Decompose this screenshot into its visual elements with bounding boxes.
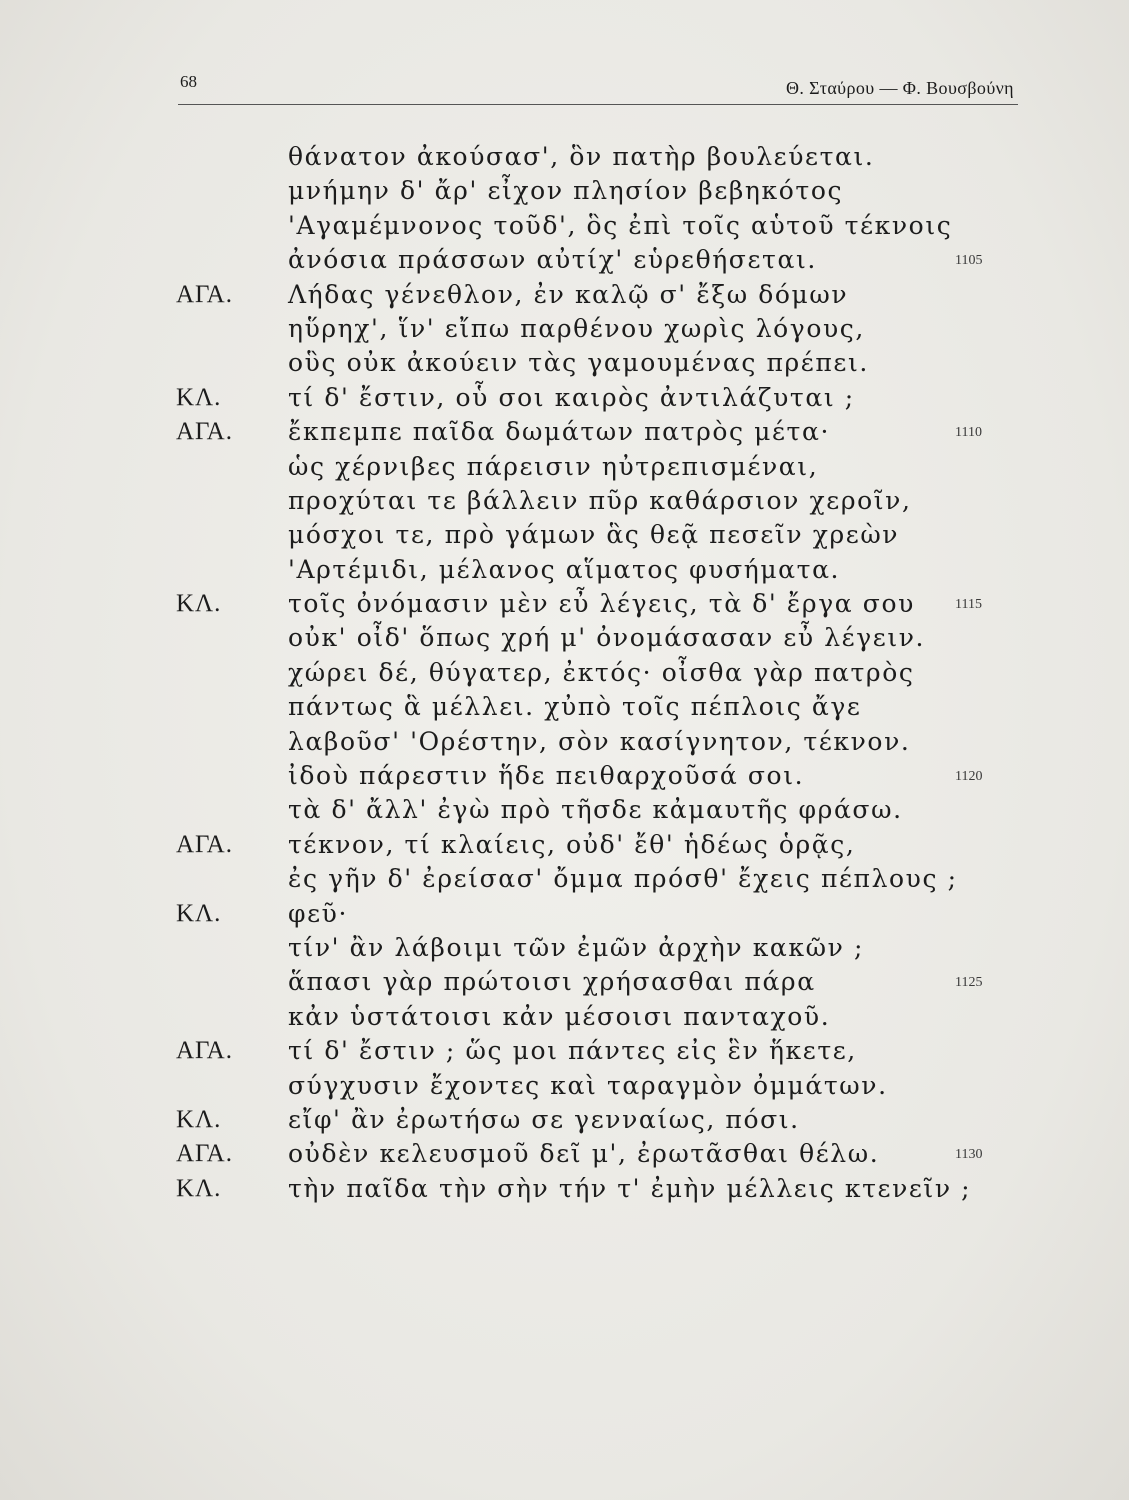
- line-number: 1110: [955, 425, 982, 441]
- verse-line: [0, 1069, 1129, 1103]
- verse-line: [0, 1137, 1129, 1171]
- verse-text: τοῖς ὀνόμασιν μὲν εὖ λέγεις, τὰ δ' ἔργα σου: [288, 589, 915, 619]
- verse-text: οὐκ' οἶδ' ὅπως χρή μ' ὀνομάσασαν εὖ λέγειν.: [288, 623, 926, 653]
- verse-text: τὰ δ' ἄλλ' ἐγὼ πρὸ τῆσδε κἀμαυτῆς φράσω.: [288, 795, 903, 825]
- verse-line: [0, 450, 1129, 484]
- speaker-label: ΑΓΑ.: [176, 280, 233, 308]
- speaker-label: ΑΓΑ.: [176, 418, 233, 446]
- verse-line: [0, 1034, 1129, 1068]
- verse-line: [0, 518, 1129, 552]
- page-header: [178, 70, 1018, 105]
- verse-line: [0, 621, 1129, 655]
- verse-line: [0, 793, 1129, 827]
- verse-line: [0, 140, 1129, 174]
- verse-text: φεῦ·: [288, 898, 349, 928]
- line-number: 1125: [955, 975, 983, 991]
- verse-line: [0, 484, 1129, 518]
- verse-line: [0, 553, 1129, 587]
- speaker-label: ΑΓΑ.: [176, 830, 233, 858]
- verse-line: [0, 415, 1129, 449]
- verse-text: πάντως ἃ μέλλει. χὐπὸ τοῖς πέπλοις ἄγε: [288, 692, 862, 722]
- verse-text: ἐς γῆν δ' ἐρείσασ' ὄμμα πρόσθ' ἔχεις πέπλους ;: [288, 864, 958, 894]
- verse-text: 'Αρτέμιδι, μέλανος αἵματος φυσήματα.: [288, 554, 841, 584]
- verse-text: προχύται τε βάλλειν πῦρ καθάρσιον χεροῖν,: [288, 485, 912, 515]
- verse-text: ἅπασι γὰρ πρώτοισι χρήσασθαι πάρα: [288, 967, 816, 997]
- verse-text: χώρει δέ, θύγατερ, ἐκτός· οἶσθα γὰρ πατρὸς: [288, 657, 915, 687]
- verse-text: τί δ' ἔστιν, οὗ σοι καιρὸς ἀντιλάζυται ;: [288, 382, 855, 412]
- speaker-label: ΚΛ.: [176, 1174, 222, 1202]
- verse-line: [0, 1172, 1129, 1206]
- verse-line: [0, 174, 1129, 208]
- verse-text: οὐδὲν κελευσμοῦ δεῖ μ', ἐρωτᾶσθαι θέλω.: [288, 1139, 880, 1169]
- verse-line: [0, 759, 1129, 793]
- verse-block: [0, 140, 1129, 1206]
- line-number: 1120: [955, 769, 983, 785]
- verse-line: [0, 931, 1129, 965]
- speaker-label: ΚΛ.: [176, 383, 222, 411]
- verse-text: μόσχοι τε, πρὸ γάμων ἃς θεᾷ πεσεῖν χρεὼν: [288, 520, 900, 550]
- running-head: Θ. Σταύρου — Φ. Βουσβούνη: [785, 78, 1014, 98]
- verse-text: τί δ' ἔστιν ; ὥς μοι πάντες εἰς ἓν ἥκετε,: [288, 1036, 857, 1066]
- verse-line: [0, 725, 1129, 759]
- verse-line: [0, 381, 1129, 415]
- line-number: 1115: [955, 597, 982, 613]
- verse-line: [0, 656, 1129, 690]
- verse-text: τίν' ἂν λάβοιμι τῶν ἐμῶν ἀρχὴν κακῶν ;: [288, 932, 864, 962]
- verse-text: λαβοῦσ' 'Ορέστην, σὸν κασίγνητον, τέκνον.: [288, 726, 911, 756]
- speaker-label: ΚΛ.: [176, 590, 222, 618]
- verse-line: [0, 828, 1129, 862]
- verse-text: οὓς οὐκ ἀκούειν τὰς γαμουμένας πρέπει.: [288, 348, 869, 378]
- verse-line: [0, 243, 1129, 277]
- verse-line: [0, 965, 1129, 999]
- speaker-label: ΑΓΑ.: [176, 1037, 233, 1065]
- speaker-label: ΚΛ.: [176, 1105, 222, 1133]
- verse-line: [0, 897, 1129, 931]
- verse-text: ἰδοὺ πάρεστιν ἥδε πειθαρχοῦσά σοι.: [288, 761, 805, 791]
- verse-line: [0, 346, 1129, 380]
- verse-text: ἔκπεμπε παῖδα δωμάτων πατρὸς μέτα·: [288, 417, 831, 447]
- verse-text: σύγχυσιν ἔχοντες καὶ ταραγμὸν ὀμμάτων.: [288, 1070, 888, 1100]
- verse-line: [0, 312, 1129, 346]
- verse-text: θάνατον ἀκούσασ', ὃν πατὴρ βουλεύεται.: [288, 142, 875, 171]
- verse-text: ηὕρηχ', ἵν' εἴπω παρθένου χωρὶς λόγους,: [288, 313, 865, 343]
- page-number: 68: [180, 72, 197, 91]
- verse-text: ὡς χέρνιβες πάρεισιν ηὐτρεπισμέναι,: [288, 451, 819, 481]
- verse-text: εἴφ' ἂν ἐρωτήσω σε γενναίως, πόσι.: [288, 1104, 800, 1134]
- speaker-label: ΚΛ.: [176, 899, 222, 927]
- verse-text: τέκνον, τί κλαίεις, οὐδ' ἔθ' ἡδέως ὁρᾷς,: [288, 829, 856, 859]
- verse-text: 'Αγαμέμνονος τοῦδ', ὃς ἐπὶ τοῖς αὑτοῦ τέκνοις: [288, 210, 953, 240]
- verse-line: [0, 690, 1129, 724]
- speaker-label: ΑΓΑ.: [176, 1140, 233, 1168]
- verse-text: μνήμην δ' ἄρ' εἶχον πλησίον βεβηκότος: [288, 176, 844, 206]
- line-number: 1105: [955, 253, 983, 269]
- verse-text: ἀνόσια πράσσων αὐτίχ' εὑρεθήσεται.: [288, 245, 817, 275]
- line-number: 1130: [955, 1147, 983, 1163]
- verse-line: [0, 278, 1129, 312]
- verse-line: [0, 587, 1129, 621]
- verse-text: Λήδας γένεθλον, ἐν καλῷ σ' ἔξω δόμων: [288, 279, 849, 309]
- verse-line: [0, 1103, 1129, 1137]
- verse-line: [0, 862, 1129, 896]
- verse-text: τὴν παῖδα τὴν σὴν τήν τ' ἐμὴν μέλλεις κτενεῖν ;: [288, 1173, 972, 1203]
- verse-text: κἀν ὑστάτοισι κἀν μέσοισι πανταχοῦ.: [288, 1001, 831, 1031]
- verse-line: [0, 209, 1129, 243]
- verse-line: [0, 1000, 1129, 1034]
